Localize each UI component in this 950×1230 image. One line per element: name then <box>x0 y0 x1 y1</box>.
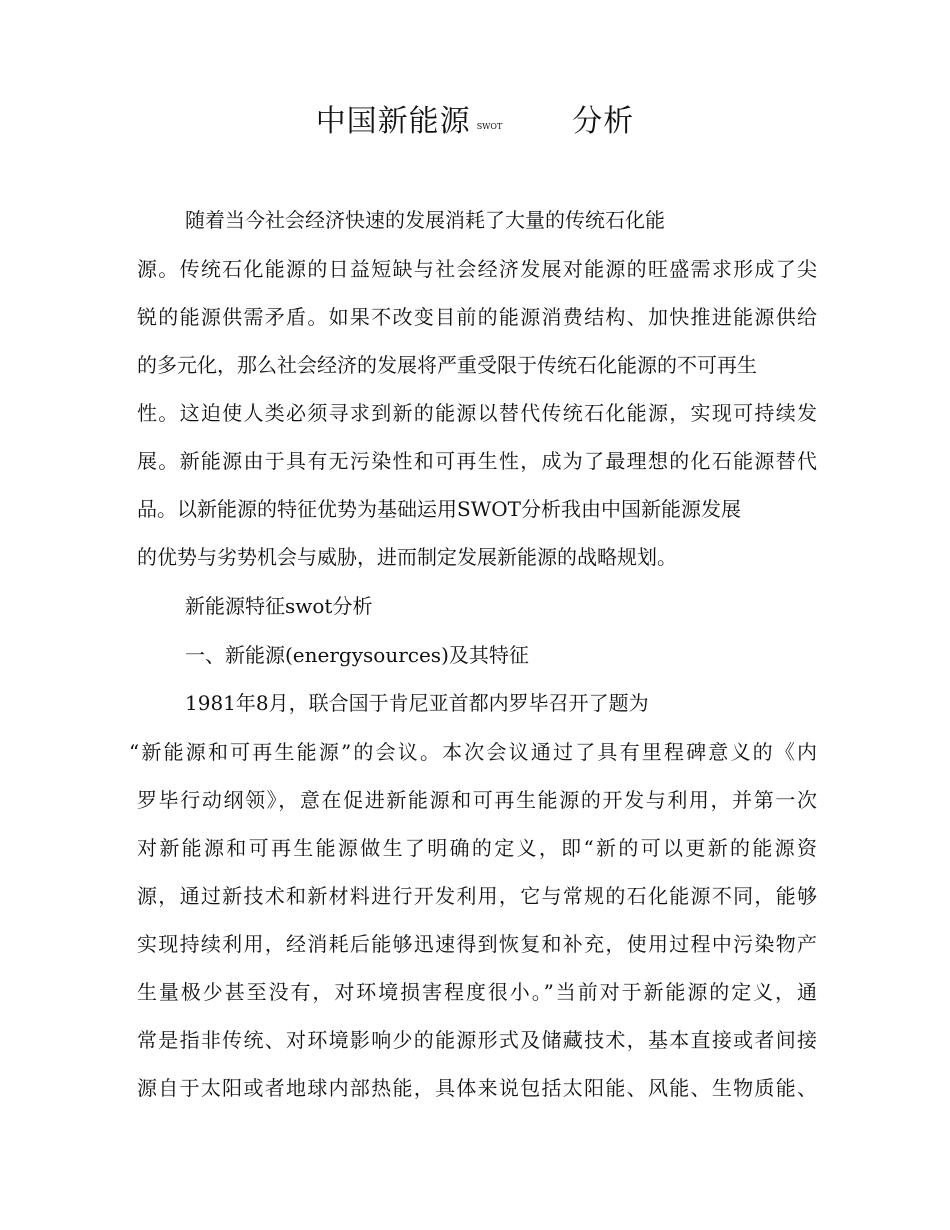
paragraph-line: 对新能源和可再生能源做生了明确的定义，即“新的可以更新的能源资 <box>137 836 817 860</box>
paragraph-line: 生量极少甚至没有，对环境损害程度很小。”当前对于新能源的定义，通 <box>137 980 817 1004</box>
paragraph-line: 性。这迫使人类必须寻求到新的能源以替代传统石化能源，实现可持续发 <box>137 401 817 425</box>
paragraph-line: 罗毕行动纲领》，意在促进新能源和可再生能源的开发与利用，并第一次 <box>137 788 817 812</box>
paragraph-line: 随着当今社会经济快速的发展消耗了大量的传统石化能 <box>185 208 665 232</box>
paragraph-line: 品。以新能源的特征优势为基础运用SWOT分析我由中国新能源发展 <box>137 497 741 521</box>
paragraph-line: 1981年8月，联合国于肯尼亚首都内罗毕召开了题为 <box>185 691 649 715</box>
paragraph-line: 源自于太阳或者地球内部热能，具体来说包括太阳能、风能、生物质能、 <box>137 1076 817 1100</box>
section-heading: 新能源特征swot分析 <box>185 594 373 618</box>
paragraph-line: “新能源和可再生能源”的会议。本次会议通过了具有里程碑意义的《内 <box>129 740 817 764</box>
paragraph-line: 展。新能源由于具有无污染性和可再生性，成为了最理想的化石能源替代 <box>137 449 817 473</box>
title-main: 中国新能源 <box>315 104 471 139</box>
paragraph-line: 源。传统石化能源的日益短缺与社会经济发展对能源的旺盛需求形成了尖 <box>137 257 817 281</box>
paragraph-line: 的多元化，那么社会经济的发展将严重受限于传统石化能源的不可再生 <box>137 353 757 377</box>
title-swot: SWOT <box>476 122 503 131</box>
section-heading: 一、新能源(energysources)及其特征 <box>185 643 529 667</box>
document-title <box>0 100 950 149</box>
paragraph-line: 源，通过新技术和新材料进行开发利用，它与常规的石化能源不同，能够 <box>137 884 817 908</box>
paragraph-line: 常是指非传统、对环境影响少的能源形式及储藏技术，基本直接或者间接 <box>137 1028 817 1052</box>
paragraph-line: 实现持续利用，经消耗后能够迅速得到恢复和补充，使用过程中污染物产 <box>137 932 817 956</box>
title-end: 分析 <box>572 104 635 139</box>
paragraph-line: 锐的能源供需矛盾。如果不改变目前的能源消费结构、加快推进能源供给 <box>137 305 817 329</box>
paragraph-line: 的优势与劣势机会与威胁，进而制定发展新能源的战略规划。 <box>137 545 677 569</box>
